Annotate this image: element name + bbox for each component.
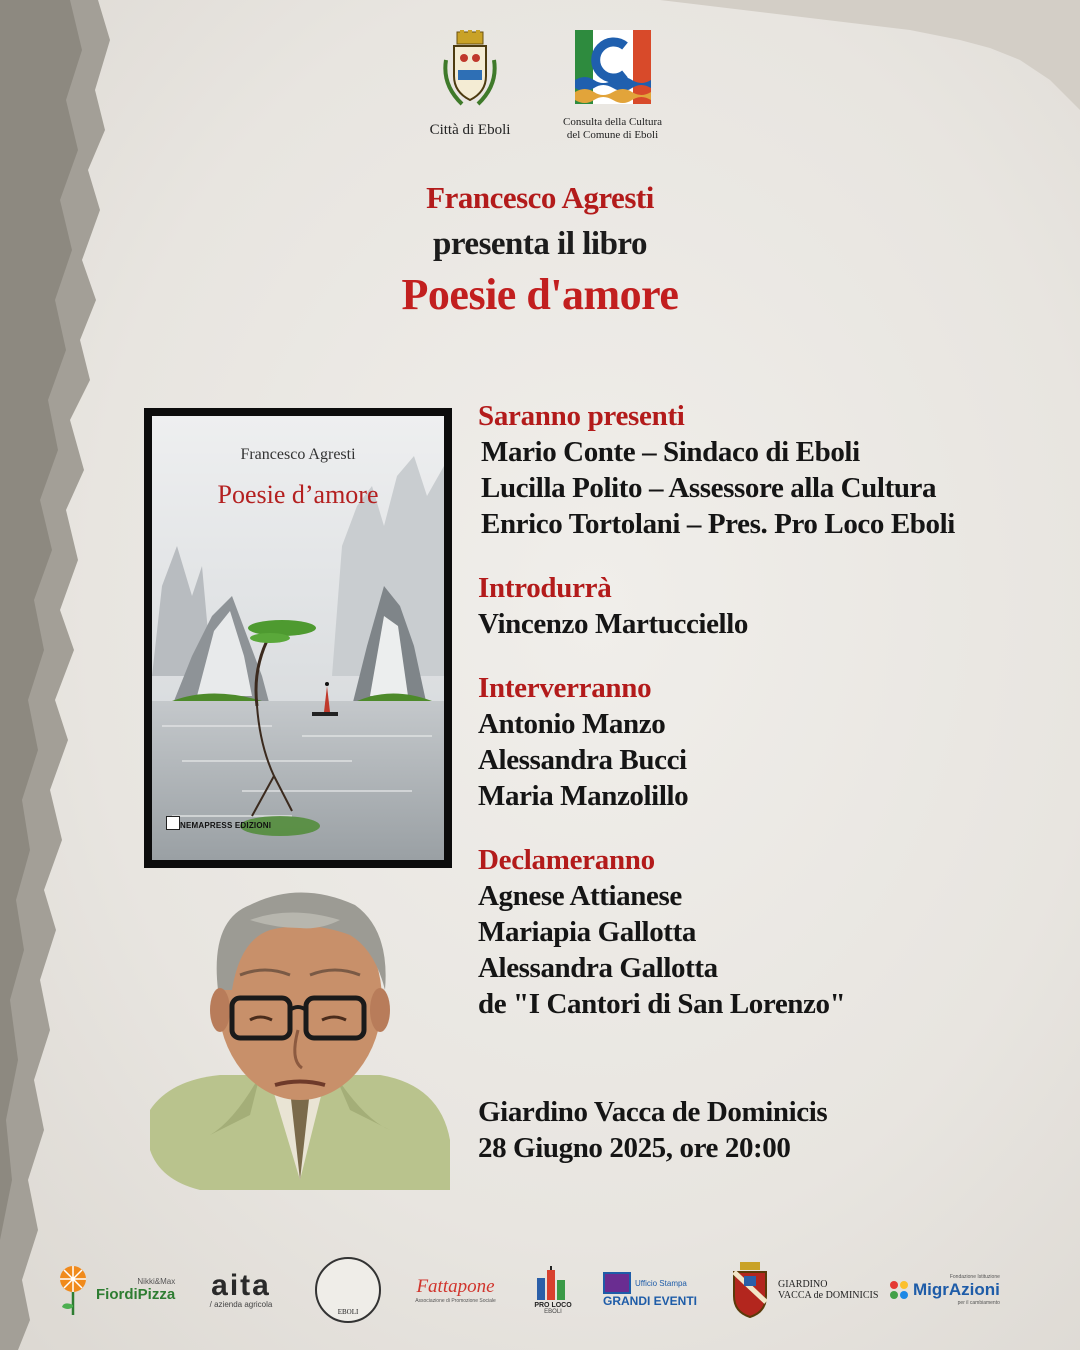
- section-interventi: [478, 670, 1068, 814]
- list-item: de "I Cantori di San Lorenzo": [478, 988, 846, 1020]
- list-item: Alessandra Gallotta: [478, 952, 718, 984]
- cover-publisher: NEMAPRESS EDIZIONI: [180, 821, 272, 830]
- list-item: Enrico Tortolani – Pres. Pro Loco Eboli: [481, 508, 955, 540]
- sponsor-proloco: [523, 1255, 583, 1325]
- author-portrait: [140, 880, 460, 1190]
- aita-sub: / azienda agricola: [209, 1299, 273, 1309]
- consulta-caption-line1: Consulta della Cultura: [563, 116, 662, 128]
- list-item: Mario Conte – Sindaco di Eboli: [481, 436, 860, 468]
- aita-main: aita: [211, 1268, 271, 1302]
- giardino-line1: GIARDINO: [778, 1279, 828, 1290]
- event-program: [478, 398, 1068, 1042]
- sponsor-aita: [196, 1255, 286, 1325]
- section-declamazioni: [478, 842, 1068, 1022]
- sponsor-grandi-eventi: [603, 1255, 723, 1325]
- consulta-caption-line2: del Comune di Eboli: [566, 128, 659, 141]
- section-heading: Interverranno: [478, 672, 652, 704]
- section-introduce: [478, 570, 1068, 642]
- event-venue: Giardino Vacca de Dominicis: [478, 1096, 828, 1128]
- presents-line: presenta il libro: [433, 226, 647, 262]
- fattapone-main: Fattapone: [416, 1276, 495, 1297]
- consulta-cultura-logo: [545, 30, 680, 141]
- list-item: Antonio Manzo: [478, 708, 666, 740]
- proloco-label: PRO LOCO: [534, 1301, 572, 1309]
- coat-of-arms-icon: [440, 30, 500, 110]
- book-cover: [144, 408, 452, 868]
- orange-flower-icon: [58, 1263, 92, 1317]
- giardino-crest-icon: [730, 1262, 770, 1318]
- list-item: Maria Manzolillo: [478, 780, 689, 812]
- cover-title: Poesie d’amore: [217, 480, 379, 509]
- section-heading: Introdurrà: [478, 572, 612, 604]
- fior-main: FiordiPizza: [96, 1286, 176, 1303]
- section-presenti: [478, 398, 1068, 542]
- list-item: Vincenzo Martucciello: [478, 608, 748, 640]
- event-details: [478, 1094, 827, 1166]
- cantori-label: EBOLI: [337, 1308, 359, 1316]
- sponsor-cantori: [308, 1255, 388, 1325]
- cover-author: Francesco Agresti: [240, 446, 356, 463]
- grandi-eventi-label: GRANDI EVENTI: [603, 1294, 698, 1308]
- list-item: Alessandra Bucci: [478, 744, 687, 776]
- author-name: Francesco Agresti: [426, 180, 654, 215]
- list-item: Mariapia Gallotta: [478, 916, 696, 948]
- migr-top: Fondazione Istituzione: [949, 1274, 1000, 1280]
- section-heading: Saranno presenti: [478, 400, 685, 432]
- proloco-sub: EBOLI: [544, 1308, 562, 1315]
- fior-top: Nikki&Max: [137, 1277, 176, 1286]
- sponsor-fattapone: [403, 1255, 508, 1325]
- sponsor-fiordipizza: [58, 1255, 183, 1325]
- citta-di-eboli-logo: [410, 30, 530, 139]
- migr-main: MigrAzioni: [913, 1280, 1000, 1299]
- eboli-caption: Città di Eboli: [429, 122, 511, 138]
- sponsor-logos: [58, 1255, 1028, 1325]
- book-title: Poesie d'amore: [401, 270, 679, 319]
- screen-icon: [603, 1272, 631, 1294]
- section-heading: Declameranno: [478, 844, 655, 876]
- event-datetime: 28 Giugno 2025, ore 20:00: [478, 1132, 791, 1164]
- giardino-line2: VACCA de DOMINICIS: [778, 1290, 879, 1301]
- sponsor-migrazioni: [888, 1255, 1028, 1325]
- ufficio-label: Ufficio Stampa: [635, 1278, 687, 1288]
- publisher-mark-icon: [166, 816, 180, 830]
- event-header: [0, 180, 1080, 320]
- list-item: Lucilla Polito – Assessore alla Cultura: [481, 472, 937, 504]
- proloco-buildings-icon: [533, 1266, 573, 1302]
- torn-paper-top-right: [660, 0, 1080, 120]
- dots-icon: [888, 1279, 910, 1301]
- migr-sub: per il cambiamento: [957, 1300, 1000, 1306]
- fattapone-sub: Associazione di Promozione Sociale: [415, 1298, 496, 1304]
- list-item: Agnese Attianese: [478, 880, 682, 912]
- consulta-c-icon: [575, 30, 651, 104]
- sponsor-giardino: [730, 1255, 890, 1325]
